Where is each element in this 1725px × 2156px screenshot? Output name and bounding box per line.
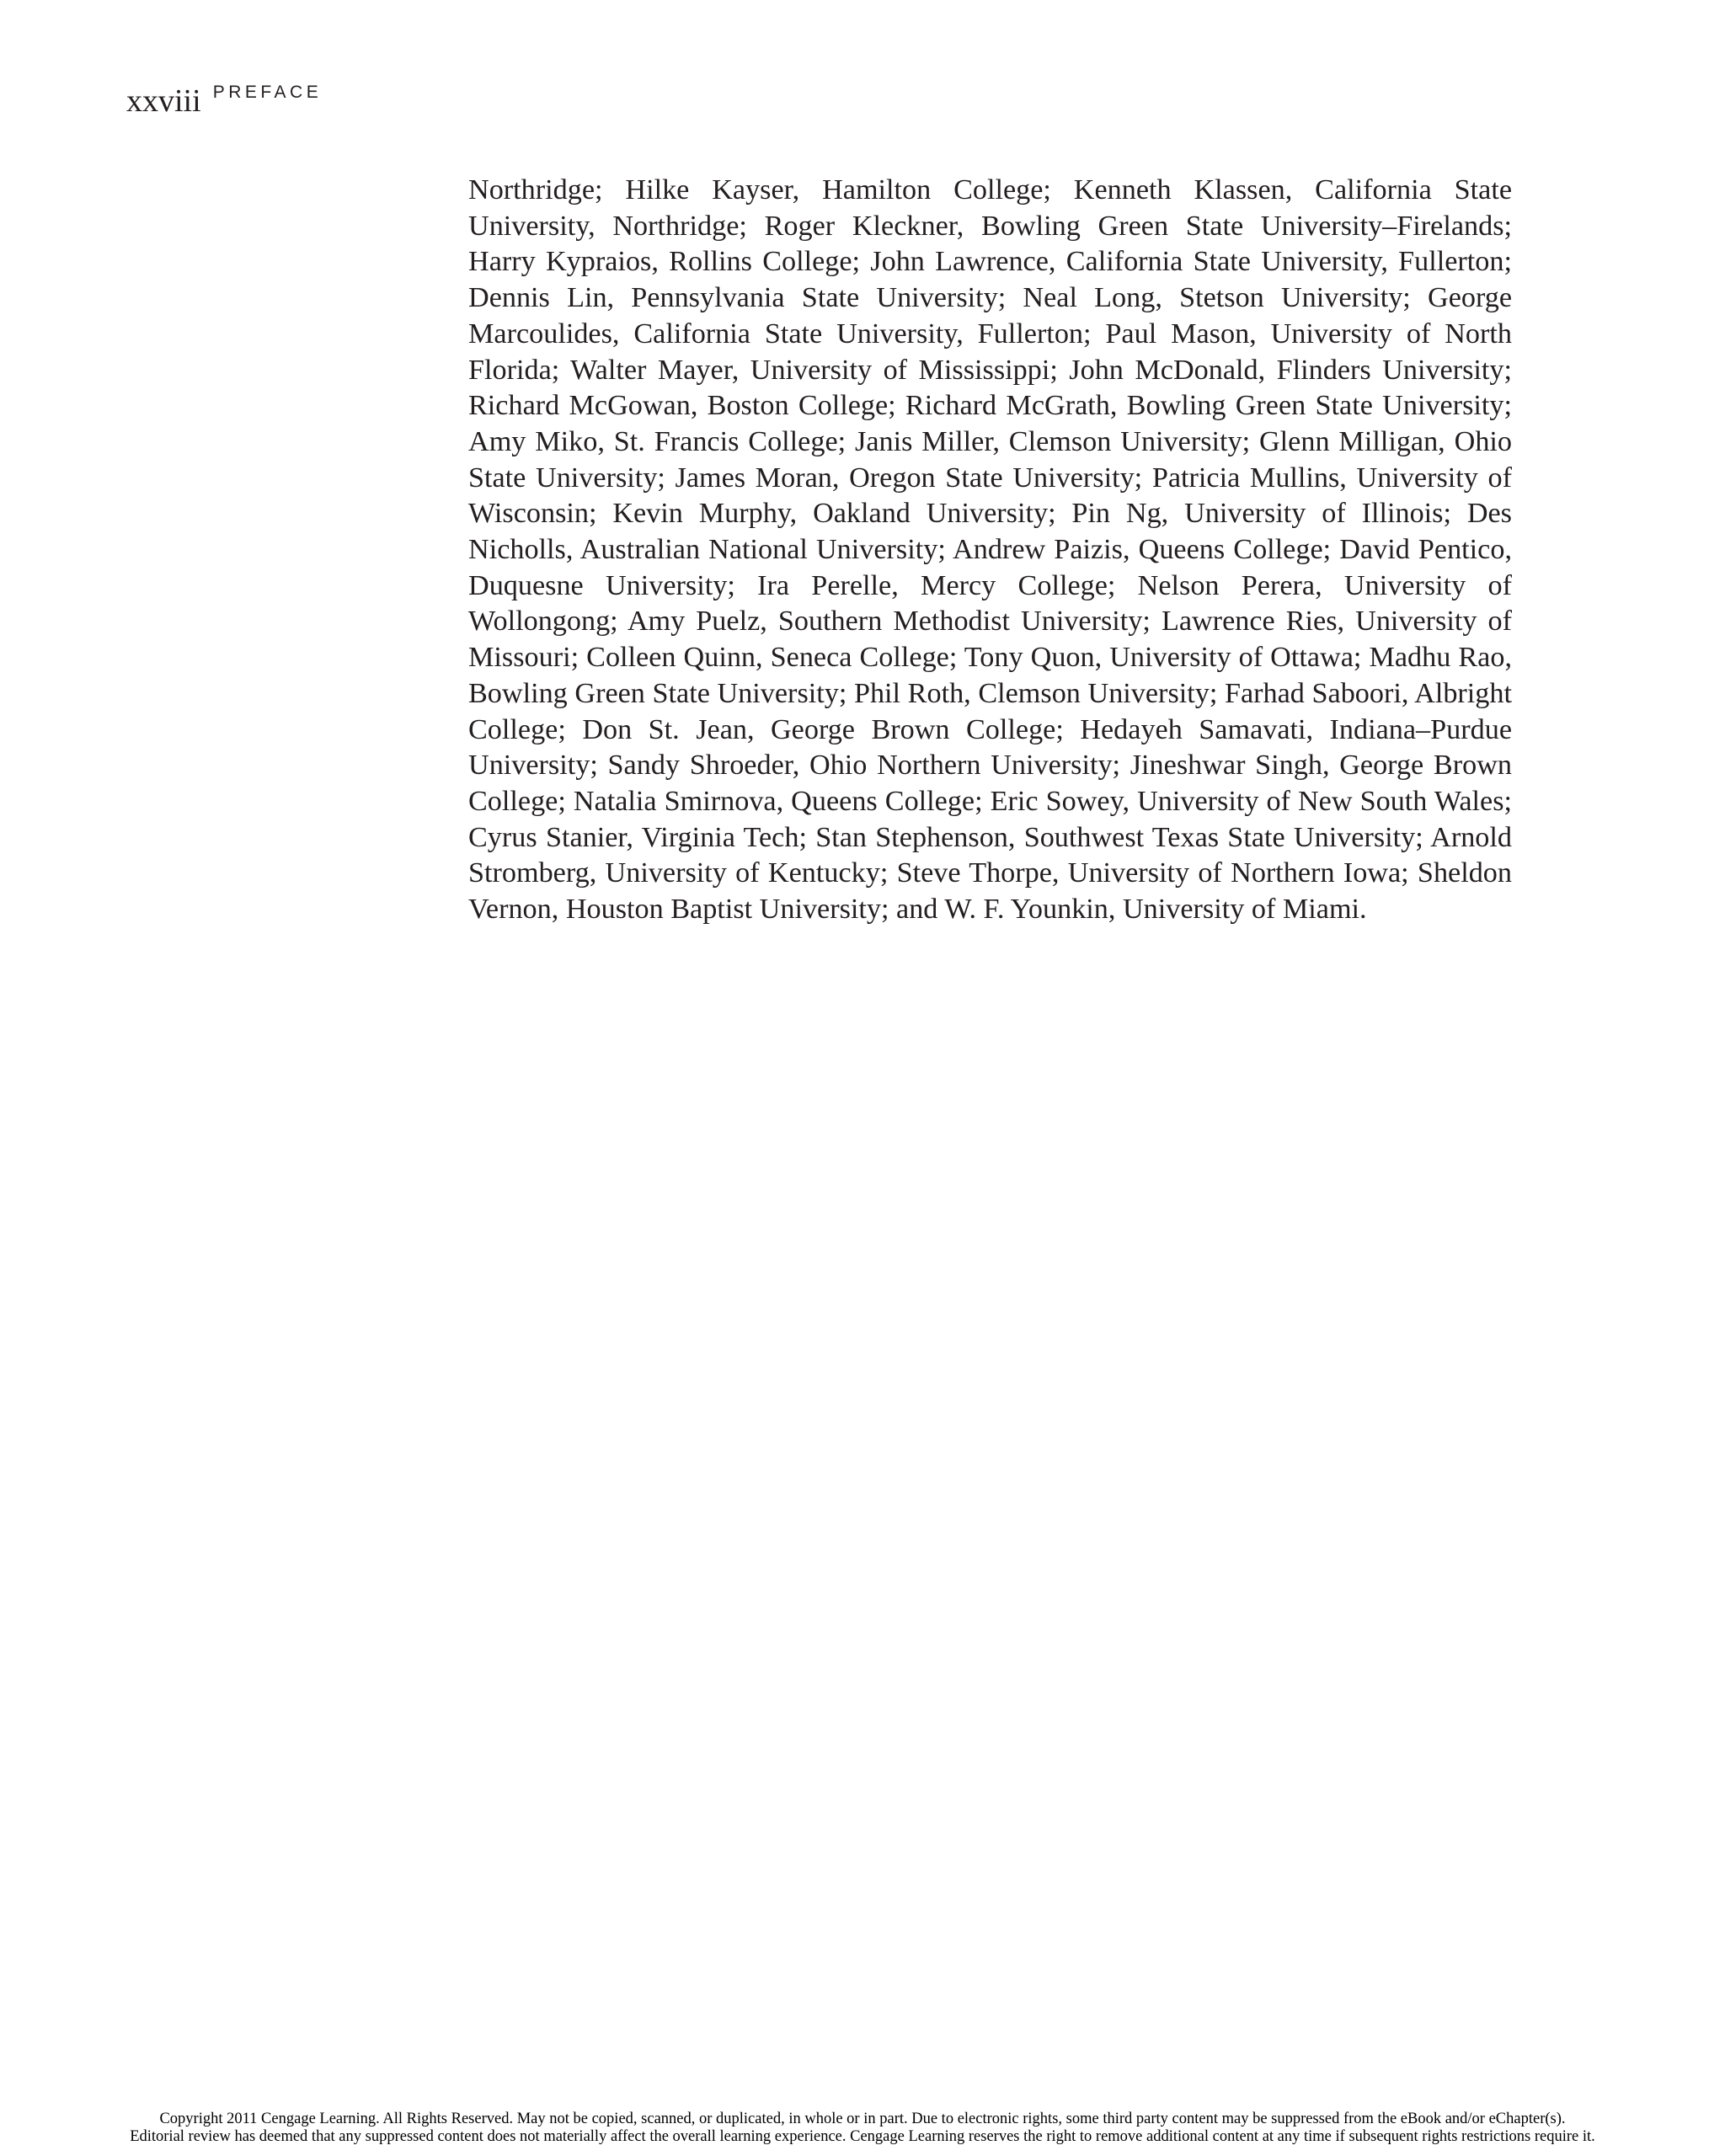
copyright-notice: [0, 2111, 1725, 2146]
copyright-line-2: Editorial review has deemed that any suppressed content does not materially affect the overall learning experience. Cengage Learning reserves the right to remove additional content at any time if subsequent rights restrictions require it.: [130, 2128, 1595, 2145]
page-number: xxviii: [126, 83, 201, 119]
copyright-line-1: Copyright 2011 Cengage Learning. All Rights Reserved. May not be copied, scanned, or duplicated, in whole or in part. Due to electronic rights, some third party content may be suppressed from the eBook and/or eChapter(s).: [159, 2111, 1566, 2127]
running-head: [126, 83, 322, 120]
section-label: PREFACE: [212, 83, 323, 102]
acknowledgments-paragraph: Northridge; Hilke Kayser, Hamilton College; Kenneth Klassen, California State University, Northridge; Roger Kleckner, Bowling Green State University–Firelands; Harry Kypraios, Rollins College; John Lawrence, California State University, Fullerton; Dennis Lin, Pennsylvania State University; Neal Long, Stetson University; George Marcoulides, California State University, Fullerton; Paul Mason, University of North Florida; Walter Mayer, University of Mississippi; John McDonald, Flinders University; Richard McGowan, Boston College; Richard McGrath, Bowling Green State University; Amy Miko, St. Francis College; Janis Miller, Clemson University; Glenn Milligan, Ohio State University; James Moran, Oregon State University; Patricia Mullins, University of Wisconsin; Kevin Murphy, Oakland University; Pin Ng, University of Illinois; Des Nicholls, Australian National University; Andrew Paizis, Queens College; David Pentico, Duquesne University; Ira Perelle, Mercy College; Nelson Perera, University of Wollongong; Amy Puelz, Southern Methodist University; Lawrence Ries, University of Missouri; Colleen Quinn, Seneca College; Tony Quon, University of Ottawa; Madhu Rao, Bowling Green State University; Phil Roth, Clemson University; Farhad Saboori, Albright College; Don St. Jean, George Brown College; Hedayeh Samavati, Indiana–Purdue University; Sandy Shroeder, Ohio Northern University; Jineshwar Singh, George Brown College; Natalia Smirnova, Queens College; Eric Sowey, University of New South Wales; Cyrus Stanier, Virginia Tech; Stan Stephenson, Southwest Texas State University; Arnold Stromberg, University of Kentucky; Steve Thorpe, University of Northern Iowa; Sheldon Vernon, Houston Baptist University; and W. F. Younkin, University of Miami.: [468, 174, 1512, 926]
